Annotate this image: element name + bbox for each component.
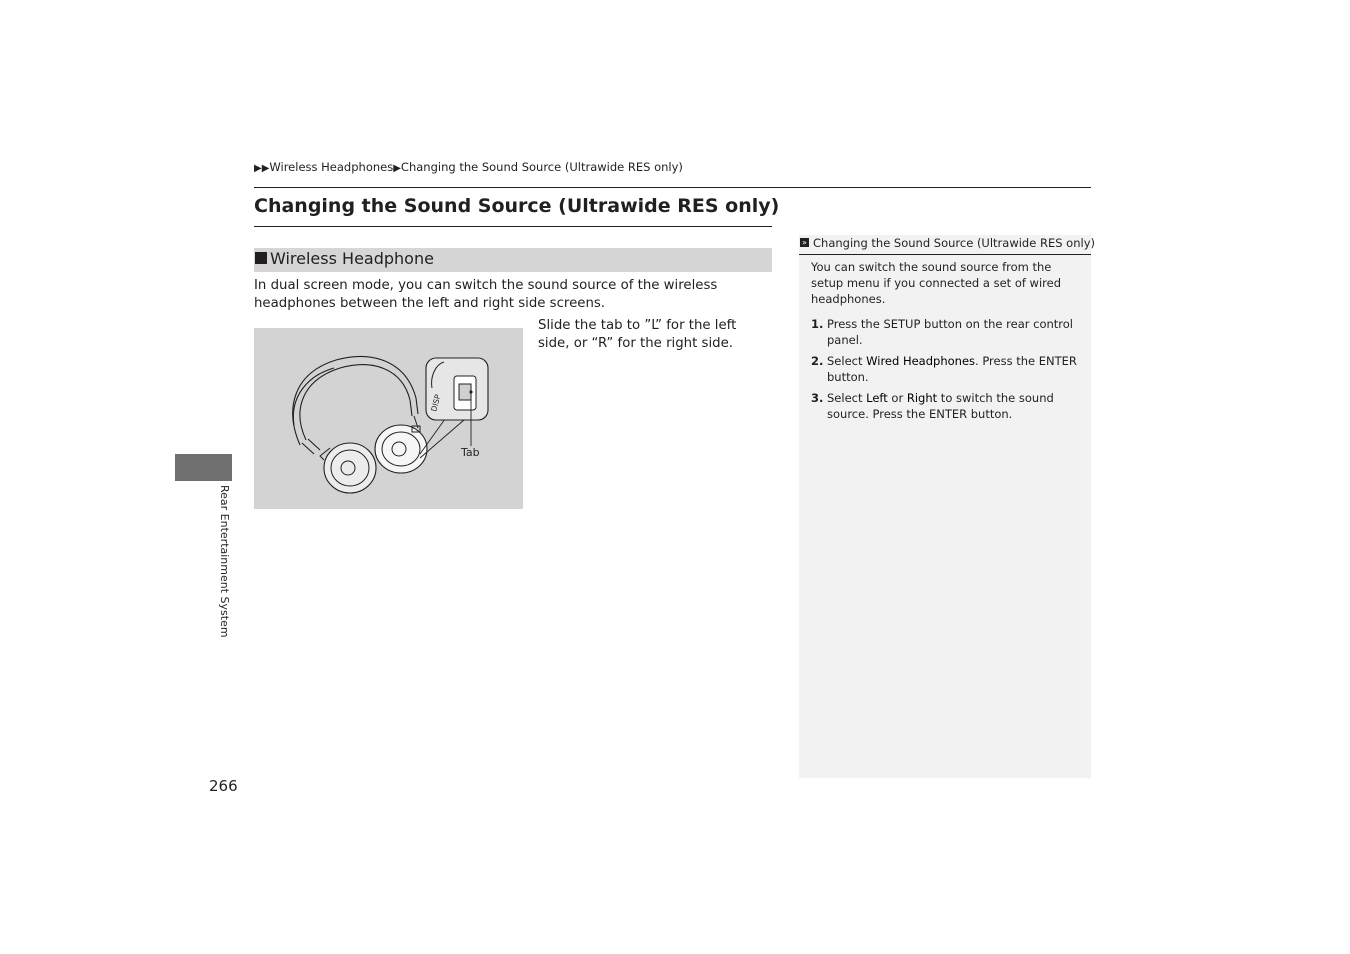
tab-callout-label: Tab <box>461 446 480 459</box>
headphone-illustration <box>254 328 523 509</box>
step-item <box>811 390 1083 422</box>
step-text: to switch the sound source. Press the ENTER button. <box>827 391 1054 421</box>
step-text: . Press the ENTER button. <box>827 354 1077 384</box>
section-heading-bar <box>254 248 772 272</box>
step-text: Select <box>827 391 867 405</box>
step-number: 1. <box>811 317 824 331</box>
page-title: Changing the Sound Source (Ultrawide RES only) <box>254 195 780 217</box>
switch-marking-label: DISP <box>429 393 443 413</box>
menu-item-name: Wired Headphones <box>866 354 976 368</box>
side-note-steps <box>811 316 1083 427</box>
step-item <box>811 353 1083 385</box>
chapter-label: Rear Entertainment System <box>218 485 231 638</box>
header-divider <box>254 187 1091 188</box>
section-intro-text: In dual screen mode, you can switch the sound source of the wireless headphones between the left and right side screens. <box>254 278 718 311</box>
menu-item-name: Right <box>906 391 938 405</box>
page-number: 266 <box>209 777 238 795</box>
section-heading: Wireless Headphone <box>270 249 434 268</box>
breadcrumb-current[interactable]: Changing the Sound Source (Ultrawide RES only) <box>400 160 683 174</box>
step-number: 3. <box>811 391 824 405</box>
side-note-header <box>799 235 1095 255</box>
section-square-icon <box>255 252 267 264</box>
menu-item-name: Left <box>866 391 888 405</box>
step-item <box>811 316 1083 348</box>
chapter-tab <box>175 454 232 481</box>
side-note-intro: You can switch the sound source from the setup menu if you connected a set of wired headphones. <box>811 260 1062 306</box>
slide-instruction-text: Slide the tab to ”L” for the left side, or “R” for the right side. <box>538 318 737 351</box>
cross-reference-icon: » <box>800 238 809 247</box>
step-number: 2. <box>811 354 824 368</box>
title-underline <box>254 226 772 227</box>
breadcrumb-arrow-icon: ▶ <box>393 163 401 174</box>
step-text: or <box>887 391 907 405</box>
step-text: Press the SETUP button on the rear control panel. <box>827 317 1073 347</box>
breadcrumb-link-wireless-headphones[interactable]: Wireless Headphones <box>269 160 394 174</box>
headphone-drawing <box>254 328 523 509</box>
breadcrumb <box>254 160 683 174</box>
side-note-heading: Changing the Sound Source (Ultrawide RES only) <box>813 236 1095 250</box>
breadcrumb-arrow-icon: ▶▶ <box>254 163 270 174</box>
step-text: Select <box>827 354 867 368</box>
